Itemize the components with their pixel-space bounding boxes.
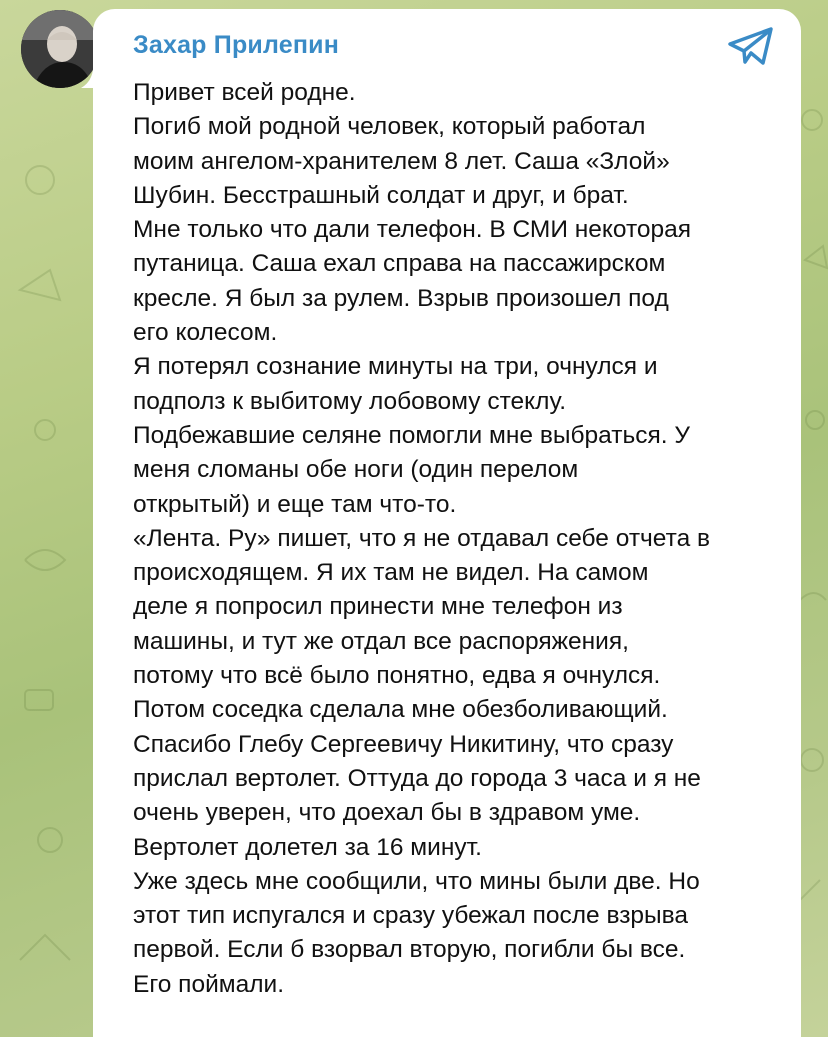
message-line: Уже здесь мне сообщили, что мины были две. Но — [133, 867, 700, 895]
message-line: Вертолет долетел за 16 минут. — [133, 833, 482, 861]
message-line: открытый) и еще там что-то. — [133, 490, 457, 518]
message-line: машины, и тут же отдал все распоряжения, — [133, 627, 629, 655]
message-line: Потом соседка сделала мне обезболивающий. — [133, 696, 668, 724]
message-line: меня сломаны обе ноги (один перелом — [133, 456, 579, 484]
message-line: «Лента. Ру» пишет, что я не отдавал себе отчета в — [133, 524, 711, 552]
message-line: Подбежавшие селяне помогли мне выбраться. У — [133, 421, 690, 449]
message-line: прислал вертолет. Оттуда до города 3 часа и я не — [133, 764, 701, 792]
message-line: Я потерял сознание минуты на три, очнулся и — [133, 353, 658, 381]
message-line: Его поймали. — [133, 970, 285, 998]
message-line: первой. Если б взорвал вторую, погибли бы все. — [133, 936, 686, 964]
message-line: путаница. Саша ехал справа на пассажирском — [133, 250, 666, 278]
message-line: этот тип испугался и сразу убежал после взрыва — [133, 902, 689, 930]
author-name[interactable]: Захар Прилепин — [133, 31, 340, 59]
telegram-share-icon — [727, 26, 775, 66]
message-line: Погиб мой родной человек, который работал — [133, 113, 646, 141]
message-line: Мне только что дали телефон. В СМИ некоторая — [133, 216, 692, 244]
message-text — [133, 76, 793, 1002]
message-line: кресле. Я был за рулем. Взрыв произошел под — [133, 284, 669, 312]
message-line: происходящем. Я их там не видел. На самом — [133, 559, 649, 587]
message-line: его колесом. — [133, 319, 278, 347]
message-line: Спасибо Глебу Сергеевичу Никитину, что сразу — [133, 730, 674, 758]
message-line: потому что всё было понятно, едва я очнулся. — [133, 662, 661, 690]
share-button[interactable] — [727, 26, 775, 66]
message-line: очень уверен, что доехал бы в здравом уме. — [133, 799, 641, 827]
message-line: Привет всей родне. — [133, 79, 356, 106]
message-line: Шубин. Бесстрашный солдат и друг, и брат. — [133, 181, 629, 209]
message-line: подполз к выбитому лобовому стеклу. — [133, 387, 567, 415]
message-line: моим ангелом-хранителем 8 лет. Саша «Злой» — [133, 147, 670, 175]
message-line: деле я попросил принести мне телефон из — [133, 593, 623, 621]
